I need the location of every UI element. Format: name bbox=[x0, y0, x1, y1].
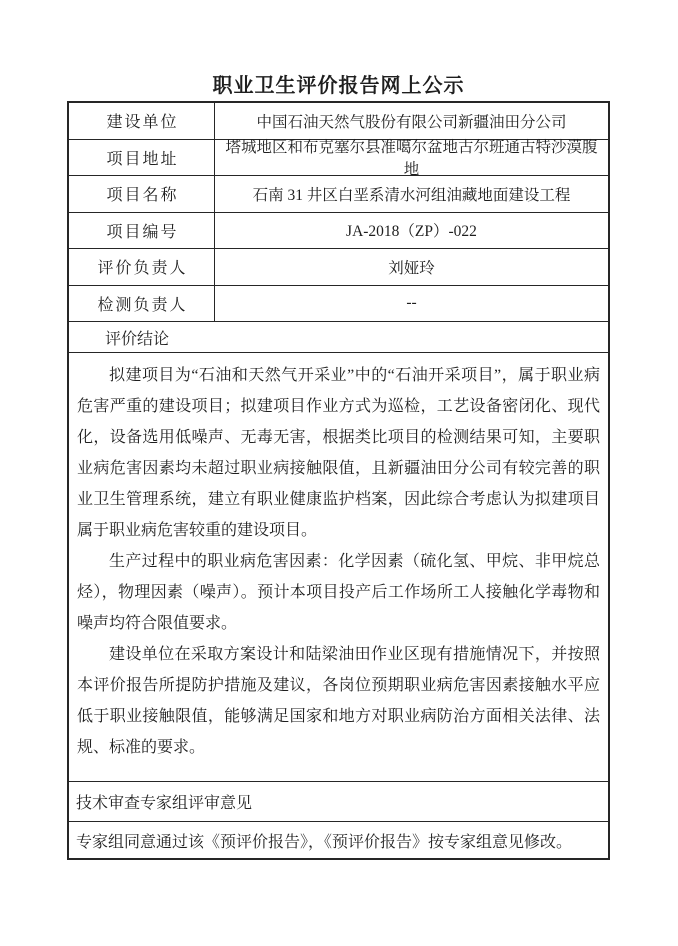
report-table bbox=[67, 101, 610, 860]
conclusion-text bbox=[69, 353, 608, 782]
field-label: 项目地址 bbox=[69, 140, 215, 176]
table-row-project-number bbox=[69, 213, 608, 250]
field-label: 检测负责人 bbox=[69, 286, 215, 322]
field-value: JA-2018（ZP）-022 bbox=[346, 223, 477, 241]
field-value: 石南 31 井区白垩系清水河组油藏地面建设工程 bbox=[252, 186, 571, 204]
field-label: 建设单位 bbox=[69, 103, 215, 139]
conclusion-section-label: 评价结论 bbox=[69, 322, 608, 353]
expert-review-comment: 专家组同意通过该《预评价报告》，《预评价报告》按专家组意见修改。 bbox=[76, 833, 573, 851]
field-label: 项目名称 bbox=[69, 176, 215, 212]
table-row-project-address bbox=[69, 140, 608, 177]
field-value: 刘娅玲 bbox=[388, 259, 435, 277]
table-row-detection-lead bbox=[69, 286, 608, 323]
table-row-construction-unit bbox=[69, 103, 608, 140]
field-value: 中国石油天然气股份有限公司新疆油田分公司 bbox=[256, 113, 567, 131]
field-label: 评价负责人 bbox=[69, 249, 215, 285]
conclusion-paragraph: 建设单位在采取方案设计和陆梁油田作业区现有措施情况下，并按照本评价报告所提防护措施及建议，各岗位预期职业病危害因素接触水平应低于职业接触限值，能够满足国家和地方对职业病防治方面相关法律、法规、标准的要求。 bbox=[77, 646, 600, 756]
expert-review-heading: 技术审查专家组评审意见 bbox=[69, 782, 608, 822]
conclusion-paragraph: 生产过程中的职业病危害因素：化学因素（硫化氢、甲烷、非甲烷总烃），物理因素（噪声）。预计本项目投产后工作场所工人接触化学毒物和噪声均符合限值要求。 bbox=[77, 553, 600, 632]
table-row-project-name bbox=[69, 176, 608, 213]
page-title: 职业卫生评价报告网上公示 bbox=[212, 75, 465, 97]
table-row-evaluation-lead bbox=[69, 249, 608, 286]
field-value: 塔城地区和布克塞尔县准噶尔盆地古尔班通古特沙漠腹地 bbox=[225, 139, 598, 179]
field-label: 项目编号 bbox=[69, 213, 215, 249]
field-value: -- bbox=[406, 294, 417, 312]
conclusion-paragraph: 拟建项目为“石油和天然气开采业”中的“石油开采项目”，属于职业病危害严重的建设项目；拟建项目作业方式为巡检，工艺设备密闭化、现代化，设备选用低噪声、无毒无害，根据类比项目的检测结果可知，主要职业病危害因素均未超过职业病接触限值，且新疆油田分公司有较完善的职业卫生管理系统，建立有职业健康监护档案，因此综合考虑认为拟建项目属于职业病危害较重的建设项目。 bbox=[77, 367, 600, 539]
